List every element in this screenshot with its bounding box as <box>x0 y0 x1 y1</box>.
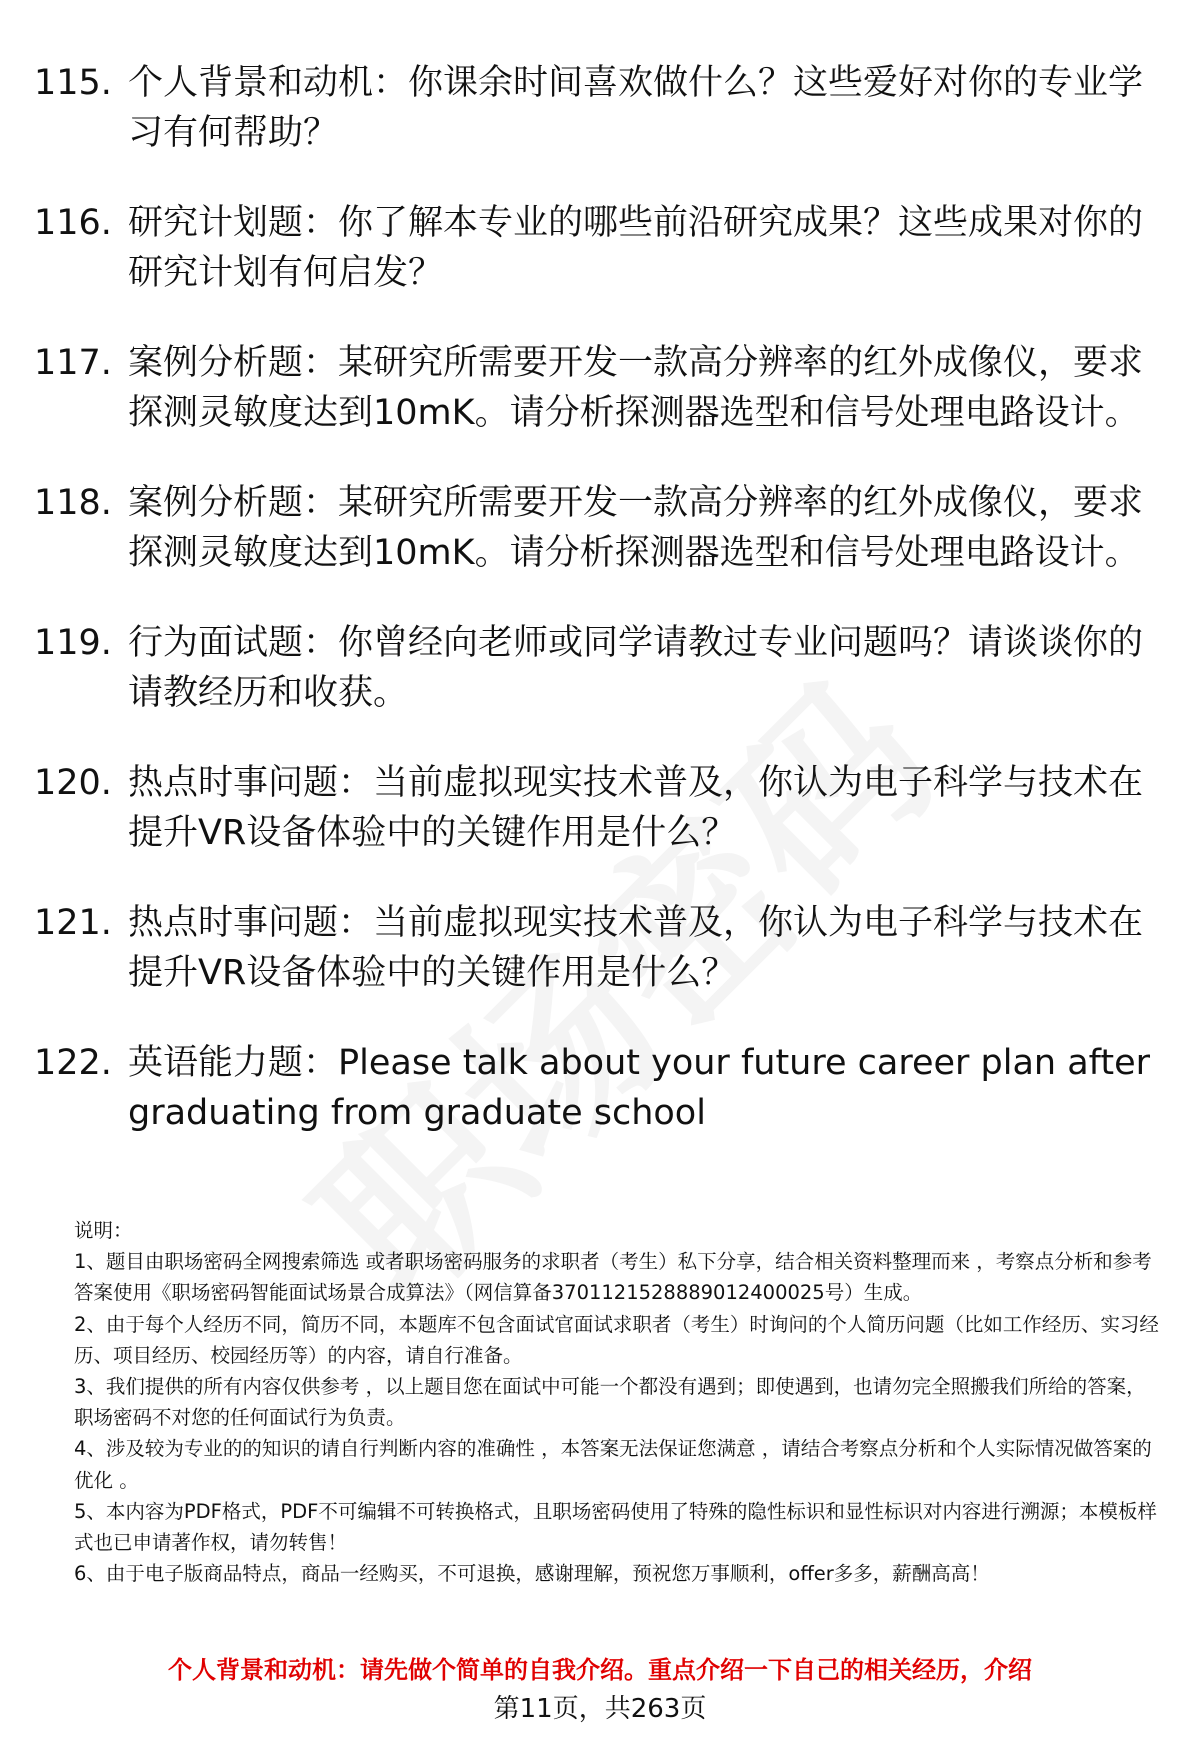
question-type: 案例分析题： <box>128 483 339 523</box>
question-text: Please talk about your future career plan after graduating from graduate school <box>128 1043 1151 1133</box>
question-body <box>128 478 1154 578</box>
question-body <box>128 338 1154 438</box>
note-item: 5、本内容为PDF格式，PDF不可编辑不可转换格式，且职场密码使用了特殊的隐性标识和显性标识对内容进行溯源；本模板样式也已申请著作权，请勿转售！ <box>74 1499 1157 1555</box>
note-item: 1、题目由职场密码全网搜索筛选 或者职场密码服务的求职者（考生）私下分享，结合相关资料整理而来 ，考察点分析和参考答案使用《职场密码智能面试场景合成算法》（网信算备3701121528889012400025号）生成。 <box>74 1250 1152 1305</box>
question-text: 当前虚拟现实技术普及，你认为电子科学与技术在提升VR设备体验中的关键作用是什么？ <box>128 903 1144 993</box>
question-text: 你课余时间喜欢做什么？这些爱好对你的专业学习有何帮助？ <box>128 63 1144 153</box>
question-body <box>128 618 1154 718</box>
question-number: 122. <box>34 1043 112 1083</box>
question-text: 你了解本专业的哪些前沿研究成果？这些成果对你的研究计划有何启发？ <box>128 203 1144 293</box>
notes-section <box>74 1215 1164 1589</box>
question-item <box>34 338 1154 438</box>
question-number: 118. <box>34 483 112 523</box>
note-item: 3、我们提供的所有内容仅供参考 ，以上题目您在面试中可能一个都没有遇到；即使遇到，也请勿完全照搬我们所给的答案，职场密码不对您的任何面试行为负责。 <box>74 1375 1146 1430</box>
question-text: 你曾经向老师或同学请教过专业问题吗？请谈谈你的请教经历和收获。 <box>128 623 1144 713</box>
question-text: 某研究所需要开发一款高分辨率的红外成像仪，要求探测灵敏度达到10mK。请分析探测器选型和信号处理电路设计。 <box>128 343 1144 433</box>
note-item: 6、由于电子版商品特点，商品一经购买，不可退换，感谢理解，预祝您万事顺利，offer多多，薪酬高高！ <box>74 1562 990 1586</box>
question-item <box>34 1038 1154 1138</box>
question-number: 119. <box>34 623 112 663</box>
note-item: 4、涉及较为专业的的知识的请自行判断内容的准确性 ，本答案无法保证您满意 ，请结合考察点分析和个人实际情况做答案的优化 。 <box>74 1437 1152 1492</box>
question-text: 某研究所需要开发一款高分辨率的红外成像仪，要求探测灵敏度达到10mK。请分析探测器选型和信号处理电路设计。 <box>128 483 1144 573</box>
page-number: 第11页，共263页 <box>493 1694 707 1724</box>
note-item: 2、由于每个人经历不同，简历不同，本题库不包含面试官面试求职者（考生）时询问的个人简历问题（比如工作经历、实习经历、项目经历、校园经历等）的内容，请自行准备。 <box>74 1312 1159 1367</box>
question-type: 热点时事问题： <box>128 903 374 943</box>
question-list <box>34 58 1154 1178</box>
question-type: 案例分析题： <box>128 343 339 383</box>
notes-title: 说明： <box>74 1219 133 1242</box>
question-number: 121. <box>34 903 112 943</box>
question-body <box>128 758 1154 858</box>
question-type: 研究计划题： <box>128 203 339 243</box>
question-item <box>34 618 1154 718</box>
question-body <box>128 1038 1154 1138</box>
question-number: 116. <box>34 203 112 243</box>
question-body <box>128 898 1154 998</box>
question-type: 热点时事问题： <box>128 763 374 803</box>
question-item <box>34 198 1154 298</box>
question-number: 117. <box>34 343 112 383</box>
question-item <box>34 58 1154 158</box>
question-number: 120. <box>34 763 112 803</box>
question-type: 英语能力题： <box>128 1043 339 1083</box>
question-item <box>34 898 1154 998</box>
question-text: 当前虚拟现实技术普及，你认为电子科学与技术在提升VR设备体验中的关键作用是什么？ <box>128 763 1144 853</box>
highlight-question: 个人背景和动机：请先做个简单的自我介绍。重点介绍一下自己的相关经历，介绍 <box>168 1656 1032 1684</box>
question-type: 行为面试题： <box>128 623 339 663</box>
question-type: 个人背景和动机： <box>128 63 409 103</box>
question-number: 115. <box>34 63 112 103</box>
question-body <box>128 198 1154 298</box>
question-item <box>34 478 1154 578</box>
question-item <box>34 758 1154 858</box>
question-body <box>128 58 1154 158</box>
